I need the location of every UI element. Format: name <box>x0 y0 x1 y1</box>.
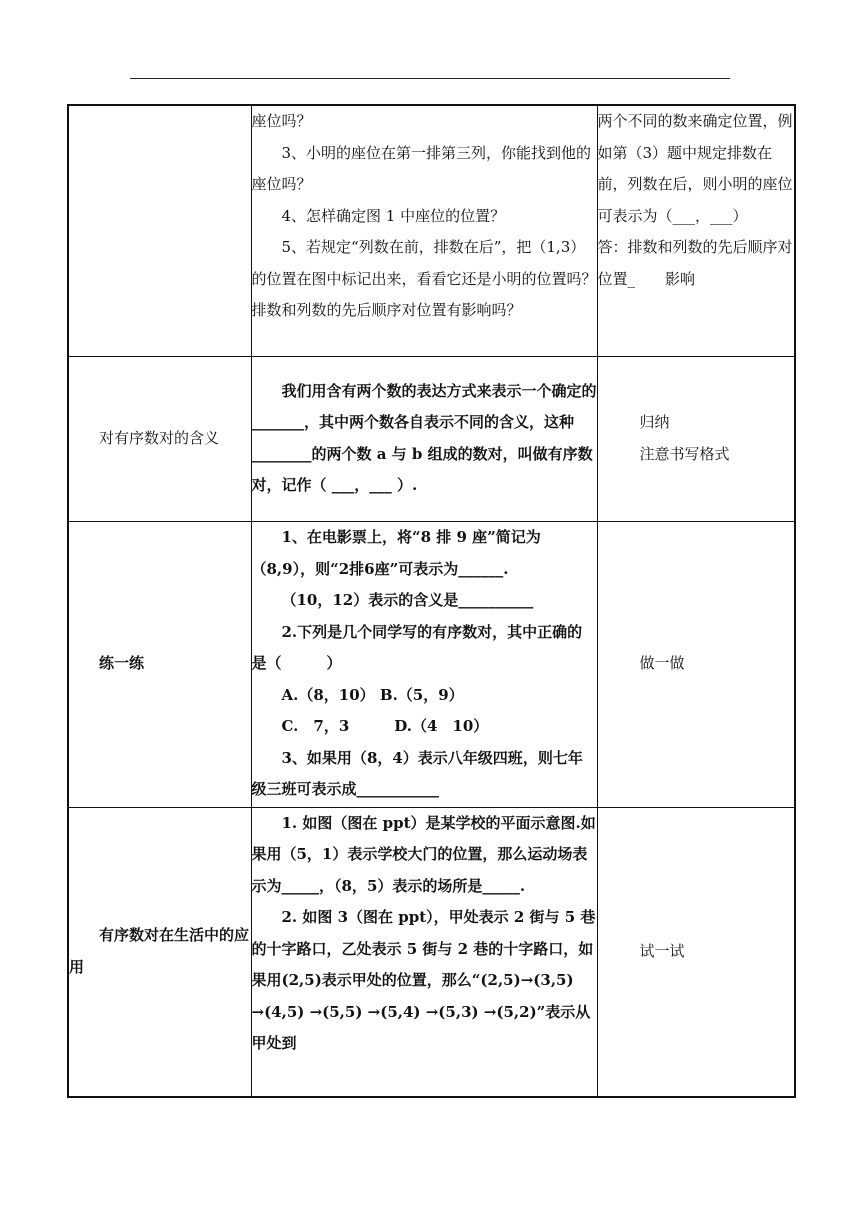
table-row <box>68 521 795 807</box>
row-label: 有序数对在生活中的应用 <box>69 926 250 976</box>
activity-cell <box>251 105 597 356</box>
activity-paragraph: 1. 如图（图在 ppt）是某学校的平面示意图.如果用（5，1）表示学校大门的位置，那么运动场表示为_____，（8，5）表示的场所是_____. <box>251 813 596 895</box>
note-cell <box>597 807 795 1097</box>
row-label-cell <box>68 105 251 356</box>
row-label-cell <box>68 521 251 807</box>
activity-paragraph: 我们用含有两个数的表达方式来表示一个确定的_______，其中两个数各自表示不同的含义，这种________的两个数 a 与 b 组成的数对，叫做有序数对，记作（ ___，___ ）. <box>251 381 597 494</box>
activity-paragraph: C. 7，3 D.（4 10） <box>281 717 489 736</box>
activity-paragraph: A.（8，10） B.（5，9） <box>281 685 464 704</box>
note-cell <box>597 105 795 356</box>
row-label: 对有序数对的含义 <box>99 428 220 447</box>
row-label-cell <box>68 356 251 521</box>
activity-paragraph: 2. 如图 3（图在 ppt），甲处表示 2 街与 5 巷的十字路口，乙处表示 5 街与 2 巷的十字路口，如果用(2,5)表示甲处的位置，那么“(2,5)→(3,5) →(4,5) →(5,5) →(5,4) →(5,3) →(5,2)”表示从甲处到 <box>251 908 596 1052</box>
activity-cell <box>251 356 597 521</box>
activity-paragraph: 座位吗？ <box>251 112 312 130</box>
activity-paragraph: 1、在电影票上，将“8 排 9 座”简记为（8,9），则“2排6座”可表示为______. <box>251 528 541 578</box>
table-row <box>68 356 795 521</box>
row-label-cell <box>68 807 251 1097</box>
note-cell <box>597 356 795 521</box>
note-cell <box>597 521 795 807</box>
activity-paragraph: 3、小明的座位在第一排第三列，你能找到他的座位吗？ <box>251 143 592 193</box>
activity-paragraph: 3、如果用（8，4）表示八年级四班，则七年级三班可表示成___________ <box>251 748 583 799</box>
activity-paragraph: 2.下列是几个同学写的有序数对，其中正确的是（ ） <box>251 622 583 673</box>
note-paragraph: 归纳 <box>639 413 670 431</box>
lesson-plan-table <box>67 104 796 1098</box>
row-label: 练一练 <box>99 654 145 673</box>
activity-paragraph: （10，12）表示的含义是__________ <box>281 591 534 610</box>
note-paragraph: 注意书写格式 <box>639 444 730 463</box>
table-row <box>68 105 795 356</box>
note-paragraph: 两个不同的数来确定位置，例如第（3）题中规定排数在前，列数在后，则小明的座位可表示为（___，___） <box>597 112 793 225</box>
note-paragraph: 试一试 <box>639 942 685 960</box>
activity-paragraph: 5、若规定“列数在前，排数在后”，把（1,3）的位置在图中标记出来，看看它还是小明的位置吗？排数和列数的先后顺序对位置有影响吗？ <box>251 238 597 319</box>
activity-paragraph: 4、怎样确定图 1 中座位的位置？ <box>281 206 506 225</box>
note-paragraph: 做一做 <box>639 654 685 673</box>
table-row <box>68 807 795 1097</box>
header-rule <box>130 78 730 79</box>
activity-cell <box>251 521 597 807</box>
note-paragraph: 答：排数和列数的先后顺序对位置_ 影响 <box>597 238 793 288</box>
activity-cell <box>251 807 597 1097</box>
